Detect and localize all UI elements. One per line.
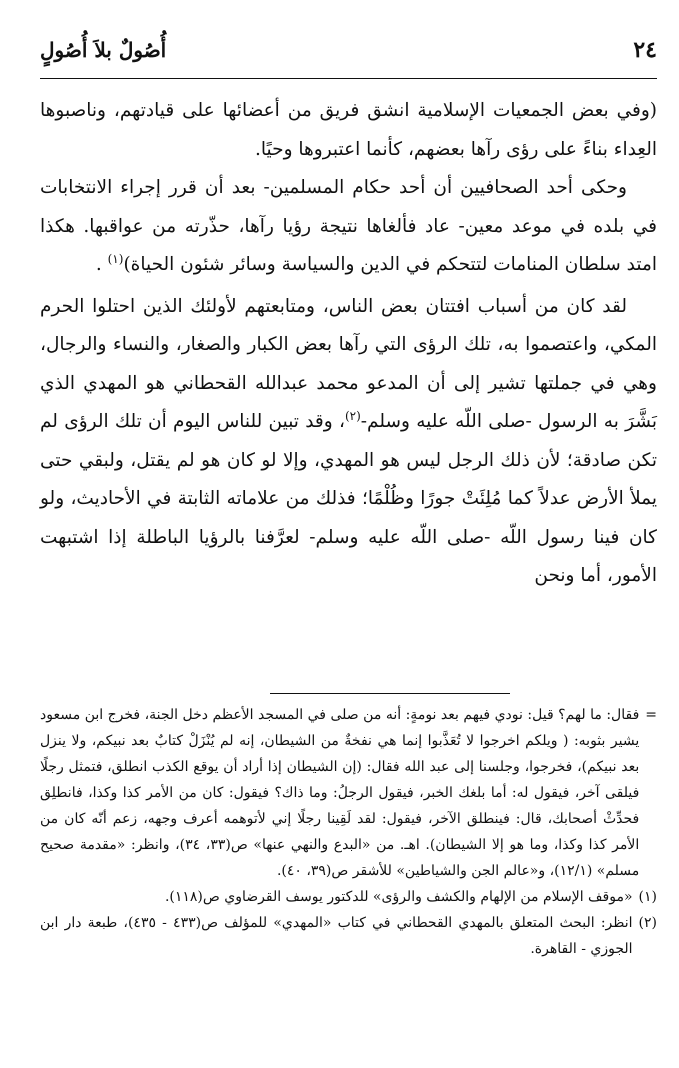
footnote-2 bbox=[40, 910, 657, 962]
footnote-continued-text: فقال: ما لهم؟ قيل: نودي فيهم بعد نومةٍ: أنه من صلى في المسجد الأعظم دخل الجنة، فخرج ابن مسعود يشير بثوبه: ( ويلكم اخرجوا لا تُعَذَّبوا إنما هي نفخةٌ من الشيطان، إنه لم يُنْزَلْ كتابٌ بعد نبيكم، ولا ينزل بعد نبيكم)، فخرجوا، وجلسنا إلى عبد الله فقال: (إن الشيطان إذا أراد أن يوقع الكذب انطلق، فتمثل رجلًا فيلقى آخر، فيقول له: أما بلغك الخبر، فيقول الرجلُ: وما ذاك؟ فيقول: كان من الأمر كذا وكذا، فانطلِق فحدِّثْ أصحابك، قال: فينطلق الآخر، فيقول: لقد لَقِينا رجلًا إني لأتوهمه أعرف وجهه، زعم أنّه كان من الأمر كذا وكذا، وما هو إلا الشيطان). اهـ. من «البدع والنهي عنها» ص(٣٣، ٣٤)، وانظر: «مقدمة صحيح مسلم» (١٢/١)، و«عالم الجن والشياطين» للأشقر ص(٣٩، ٤٠). bbox=[40, 707, 640, 879]
paragraph-2-end: . bbox=[95, 254, 108, 275]
running-title: أُصُولٌ بلاَ أُصُولٍ bbox=[40, 38, 167, 62]
footnote-1 bbox=[40, 884, 657, 910]
header-rule bbox=[40, 78, 657, 79]
footnote-text: انظر: البحث المتعلق بالمهدي القحطاني في كتاب «المهدي» للمؤلف ص(٤٣٣ - ٤٣٥)، طبعة دار ابن الجوزي - القاهرة. bbox=[40, 915, 633, 957]
footnote-number: (٢) bbox=[638, 915, 657, 931]
footnote-ref-2: (٢) bbox=[344, 408, 361, 423]
paragraph-3 bbox=[40, 288, 657, 596]
main-text bbox=[40, 92, 657, 596]
page-header bbox=[40, 30, 657, 70]
continuation-marker: = bbox=[645, 707, 657, 723]
footnote-ref-1: (١) bbox=[107, 251, 124, 266]
paragraph-2 bbox=[40, 169, 657, 285]
page-number: ٢٤ bbox=[633, 37, 657, 63]
paragraph-1: (وفي بعض الجمعيات الإسلامية انشق فريق من أعضائها على قيادتهم، وناصبوها العِداء بناءً على رؤى رآها بعضهم، كأنما اعتبروها وحيًا. bbox=[40, 100, 657, 160]
paragraph-3-text: لقد كان من أسباب افتتان بعض الناس، ومتابعتهم لأولئك الذين احتلوا الحرم المكي، واعتصموا به، تلك الرؤى التي رآها بعض الكبار والصغار، والنساء والرجال، وهي في جملتها تشير إلى أن المدعو محمد عبدالله القحطاني هو المهدي الذي بَشَّرَ به الرسول -صلى اللّه عليه وسلم- bbox=[40, 295, 657, 432]
paragraph-3-continuation: ، وقد تبين للناس اليوم أن تلك الرؤى لم تكن صادقة؛ لأن ذلك الرجل ليس هو المهدي، وإلا لو كان هو لم يقتل، ولبقي حتى يملأ الأرض عدلاً كما مُلِئَتْ جورًا وظُلْمًا؛ فذلك من علاماته الثابتة في الأحاديث، ولو كان فينا رسول اللّه -صلى اللّه عليه وسلم- لعرَّفنا بالرؤيا الباطلة إذا اشتبهت الأمور، أما ونحن bbox=[40, 411, 657, 586]
footnote-number: (١) bbox=[638, 889, 657, 905]
footnote-separator bbox=[270, 693, 510, 694]
footnote-continued bbox=[40, 702, 657, 884]
footnotes bbox=[40, 702, 657, 962]
paragraph-2-text: وحكى أحد الصحافيين أن أحد حكام المسلمين- بعد أن قرر إجراء الانتخابات في بلده في موعد معين- عاد فألغاها نتيجة رؤيا رآها، حذّرته من عواقبها. هكذا امتد سلطان المنامات لتتحكم في الدين والسياسة وسائر شئون الحياة) bbox=[40, 177, 657, 275]
footnote-text: «موقف الإسلام من الإلهام والكشف والرؤى» للدكتور يوسف القرضاوي ص(١١٨). bbox=[164, 889, 633, 905]
